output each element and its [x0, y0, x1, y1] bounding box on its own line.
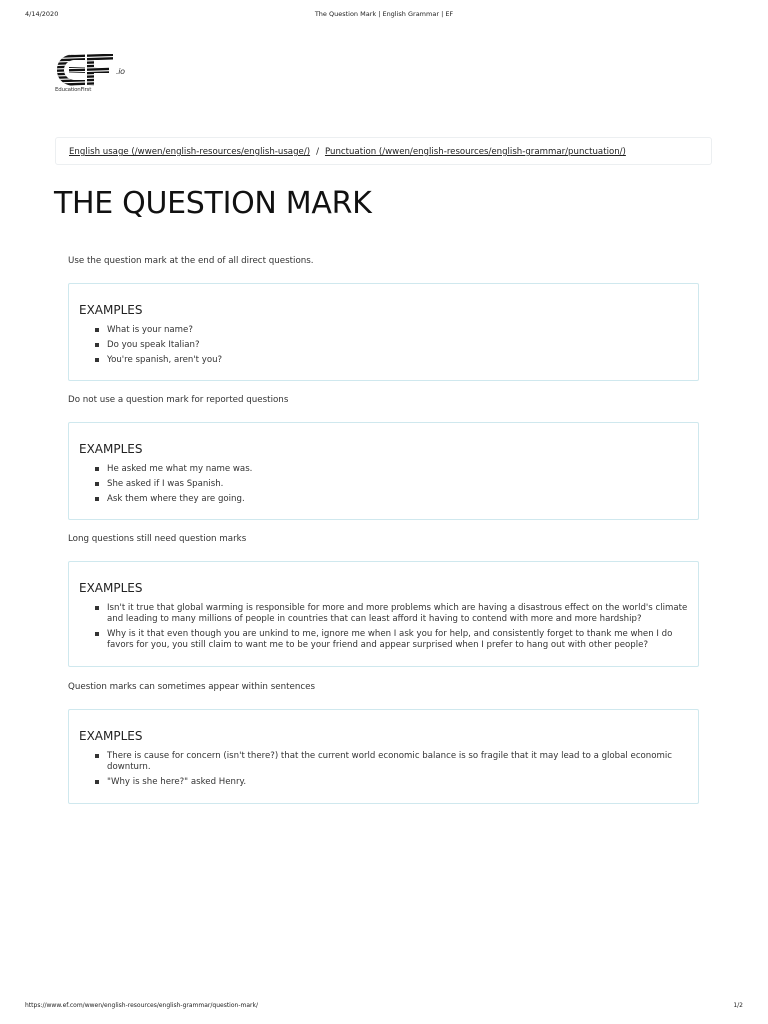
examples-heading: EXAMPLES: [79, 442, 143, 456]
example-text: "Why is she here?" asked Henry.: [107, 777, 247, 787]
section-intro-long-questions: Long questions still need question marks: [68, 534, 247, 544]
section-intro-reported-questions: Do not use a question mark for reported questions: [68, 395, 289, 405]
logo-domain: .io: [116, 67, 125, 76]
examples-list: [79, 751, 688, 788]
example-item: [79, 777, 688, 788]
example-item: [79, 494, 688, 505]
example-text: There is cause for concern (isn't there?) that the current world economic balance is so fragile that it may lead to a global economic downturn.: [107, 751, 672, 772]
square-bullet-icon: [95, 632, 99, 636]
example-item: [79, 629, 688, 651]
examples-box-direct-questions: [68, 283, 699, 381]
example-text: Why is it that even though you are unkind to me, ignore me when I ask you for help, and consistently forget to thank me when I do favors for you, you still claim to want me to be your friend and appear surprised when I prefer to hang out with other people?: [107, 629, 673, 650]
examples-list: [79, 464, 688, 505]
square-bullet-icon: [95, 358, 99, 362]
examples-box-reported-questions: [68, 422, 699, 520]
square-bullet-icon: [95, 606, 99, 610]
examples-heading: EXAMPLES: [79, 303, 143, 317]
square-bullet-icon: [95, 343, 99, 347]
example-text: Ask them where they are going.: [107, 494, 245, 504]
square-bullet-icon: [95, 780, 99, 784]
example-text: What is your name?: [107, 325, 193, 335]
example-item: [79, 464, 688, 475]
square-bullet-icon: [95, 754, 99, 758]
example-text: She asked if I was Spanish.: [107, 479, 224, 489]
print-page-url: https://www.ef.com/wwen/english-resources/english-grammar/question-mark/: [25, 1002, 258, 1009]
example-item: [79, 340, 688, 351]
examples-heading: EXAMPLES: [79, 729, 143, 743]
square-bullet-icon: [95, 467, 99, 471]
breadcrumb-link-punctuation[interactable]: Punctuation (/wwen/english-resources/english-grammar/punctuation/): [324, 147, 626, 157]
example-item: [79, 751, 688, 773]
square-bullet-icon: [95, 328, 99, 332]
breadcrumb: [55, 137, 712, 165]
example-item: [79, 355, 688, 366]
print-date: 4/14/2020: [25, 10, 59, 18]
examples-box-within-sentences: [68, 709, 699, 804]
example-text: Do you speak Italian?: [107, 340, 200, 350]
example-item: [79, 325, 688, 336]
breadcrumb-link-english-usage[interactable]: English usage (/wwen/english-resources/english-usage/): [69, 147, 311, 157]
example-text: Isn't it true that global warming is responsible for more and more problems which are having a disastrous effect on the world's climate and leading to many millions of people in countries that can least afford it having to contend with more and more hardship?: [107, 603, 688, 624]
square-bullet-icon: [95, 482, 99, 486]
square-bullet-icon: [95, 497, 99, 501]
example-text: He asked me what my name was.: [107, 464, 253, 474]
example-text: You're spanish, aren't you?: [107, 355, 223, 365]
print-page-number: 1/2: [733, 1002, 743, 1009]
page-title: THE QUESTION MARK: [54, 186, 372, 221]
example-item: [79, 479, 688, 490]
print-header: [25, 10, 743, 22]
section-intro-direct-questions: Use the question mark at the end of all direct questions.: [68, 256, 314, 266]
examples-list: [79, 603, 688, 651]
breadcrumb-separator: /: [316, 147, 319, 157]
examples-heading: EXAMPLES: [79, 581, 143, 595]
print-document-title: The Question Mark | English Grammar | EF: [314, 10, 454, 18]
example-item: [79, 603, 688, 625]
examples-box-long-questions: [68, 561, 699, 667]
logo-brand-name: EducationFirst: [55, 87, 92, 93]
examples-list: [79, 325, 688, 366]
print-footer: [25, 1002, 743, 1014]
ef-logo-mark-icon: [55, 52, 115, 88]
ef-logo[interactable]: [55, 52, 135, 96]
section-intro-within-sentences: Question marks can sometimes appear within sentences: [68, 682, 315, 692]
